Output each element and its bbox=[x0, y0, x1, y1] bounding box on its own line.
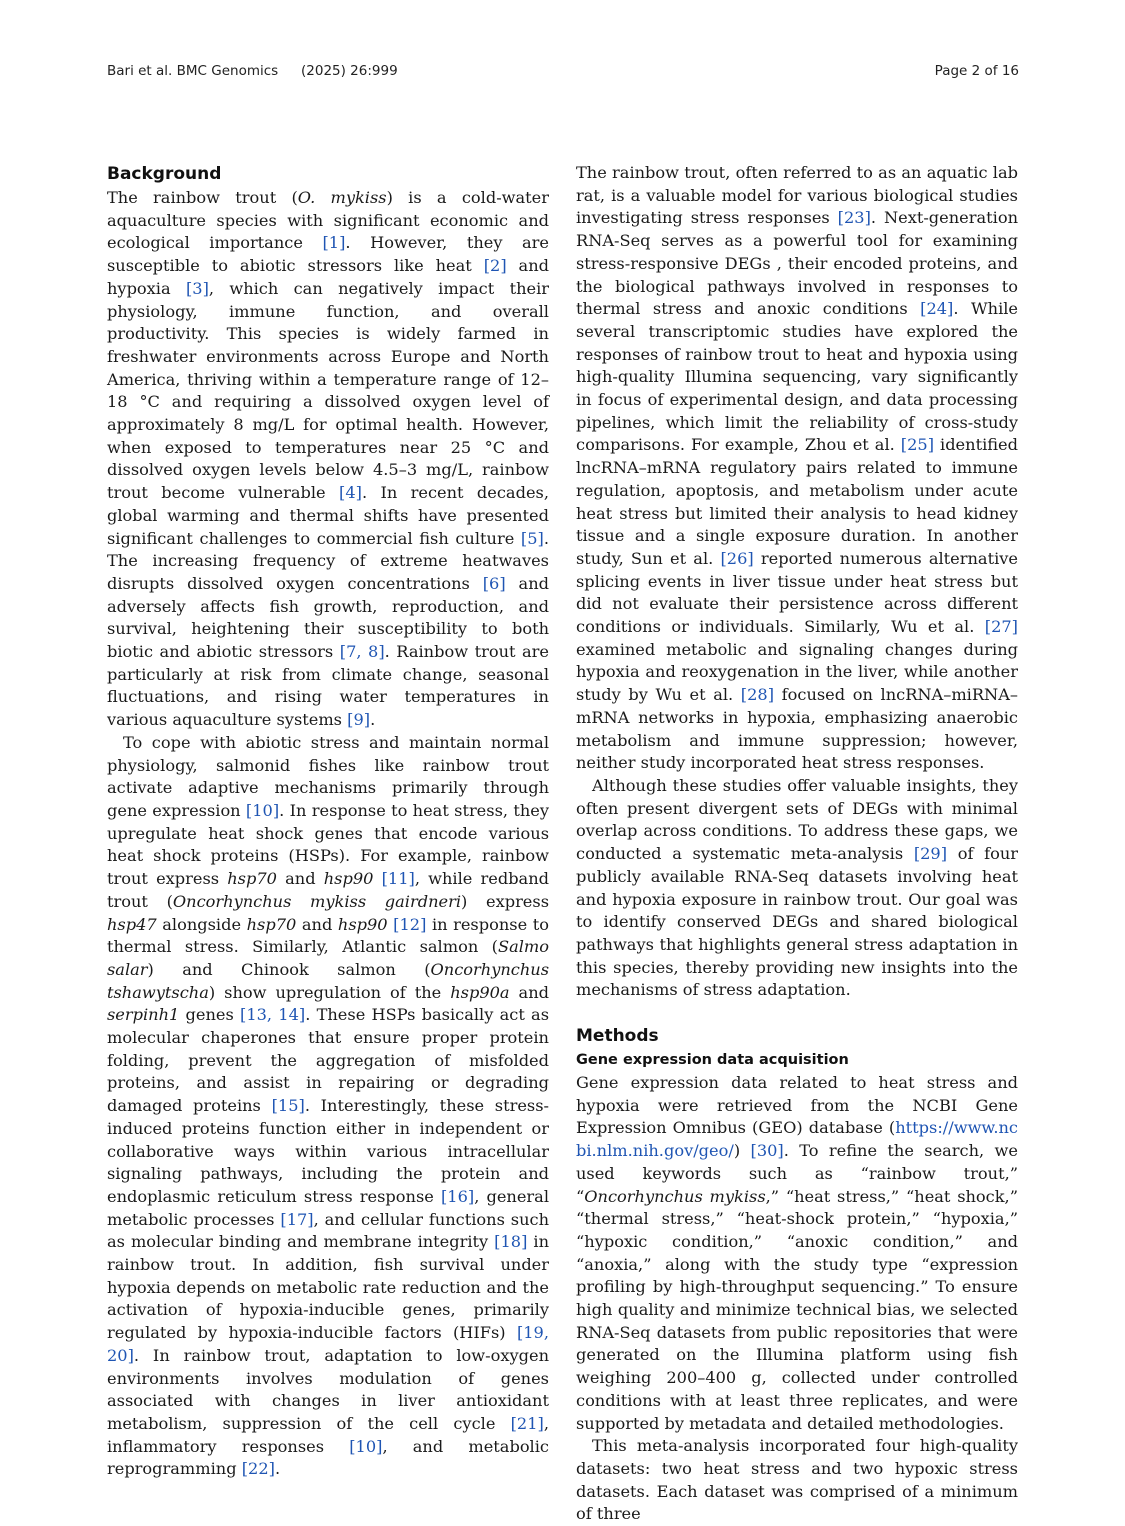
citation-link[interactable]: [29] bbox=[913, 844, 948, 864]
citation-link[interactable]: [18] bbox=[494, 1232, 528, 1252]
citation-link[interactable]: [3] bbox=[185, 278, 209, 298]
text-run: ) show upregulation of the bbox=[208, 982, 451, 1002]
italic-term: hsp90 bbox=[337, 914, 388, 934]
background-heading: Background bbox=[107, 164, 222, 184]
text-run: , inflammatory responses bbox=[107, 1413, 549, 1456]
methods-paragraph-1 bbox=[576, 1072, 1018, 1435]
text-run: , which can negatively impact their physiology, immune function, and overall productivity. This species is widely farmed in freshwater environments across Europe and North America, thriving within a temperature range of 12–18 °C and requiring a dissolved oxygen level of approximately 8 mg/L for optimal health. However, when exposed to temperatures near 25 °C and dissolved oxygen levels below 4.5–3 mg/L, rainbow trout become vulnerable bbox=[107, 278, 549, 503]
italic-term: Oncorhynchus mykiss gairdneri bbox=[172, 891, 462, 911]
text-run: and bbox=[276, 869, 324, 889]
text-run bbox=[373, 869, 381, 888]
citation-link[interactable]: [23] bbox=[837, 208, 871, 228]
text-run: . The increasing frequency of extreme heatwaves disrupts dissolved oxygen concentrations bbox=[107, 528, 549, 593]
citation-link[interactable]: [5] bbox=[520, 528, 544, 548]
text-run: reported numerous alternative splicing events in liver tissue under heat stress but did not evaluate their persistence across different conditions or individuals. Similarly, Wu et al. bbox=[576, 548, 1018, 637]
background-paragraph-4 bbox=[576, 775, 1018, 1002]
text-run: , and metabolic reprogramming bbox=[107, 1436, 549, 1479]
text-run: and hypoxia bbox=[107, 256, 549, 298]
methods-heading: Methods bbox=[576, 1026, 659, 1047]
italic-term: hsp70 bbox=[227, 869, 277, 889]
text-run: . To refine the search, we used keywords such as “rainbow trout,” “ bbox=[576, 1141, 1018, 1206]
citation-link[interactable]: [15] bbox=[271, 1096, 305, 1116]
text-run: The rainbow trout ( bbox=[107, 188, 298, 207]
running-header bbox=[107, 63, 1019, 83]
italic-term: O. mykiss bbox=[297, 188, 387, 207]
geo-url-link[interactable]: https://www.ncbi.nlm.nih.gov/geo/ bbox=[576, 1118, 1018, 1161]
italic-term: Oncorhynchus tshawytscha bbox=[107, 959, 549, 1002]
text-run: . Interestingly, these stress-induced proteins function either in independent or collaborative ways within various intracellular signaling pathways, including the protein and endoplasmic reticulum stress response bbox=[107, 1096, 549, 1206]
citation-link[interactable]: [28] bbox=[740, 685, 775, 705]
text-run: , while redband trout ( bbox=[107, 869, 549, 911]
text-run: . bbox=[274, 1459, 281, 1479]
italic-term: hsp47 bbox=[107, 914, 157, 934]
text-run: alongside bbox=[156, 914, 247, 934]
text-run: ) bbox=[733, 1141, 751, 1161]
text-run: . In recent decades, global warming and thermal shifts have presented significant challenges to commercial fish culture bbox=[107, 483, 549, 548]
italic-term: serpinh1 bbox=[107, 1005, 180, 1025]
citation-link[interactable]: [24] bbox=[920, 299, 954, 319]
background-paragraph-3-continued bbox=[576, 162, 1018, 775]
citation-link[interactable]: [30] bbox=[750, 1141, 784, 1161]
right-column bbox=[576, 162, 1018, 1526]
text-run: genes bbox=[179, 1005, 241, 1025]
page-number: Page 2 of 16 bbox=[934, 63, 1019, 79]
text-run: and bbox=[509, 982, 549, 1002]
text-run: . Next-generation RNA-Seq serves as a powerful tool for examining stress-responsive DEGs , their encoded proteins, and the biological pathways involved in responses to thermal stress and anoxic conditions bbox=[576, 208, 1018, 319]
text-run: of four publicly available RNA-Seq datasets involving heat and hypoxia exposure in rainbow trout. Our goal was to identify conserved DEGs and shared biological pathways that highlights general stress adaptation in this species, thereby providing new insights into the mechanisms of stress adaptation. bbox=[576, 844, 1018, 1000]
text-run: and bbox=[296, 914, 338, 934]
background-paragraph-1 bbox=[107, 187, 549, 732]
text-run: . In rainbow trout, adaptation to low-oxygen environments involves modulation of genes associated with changes in liver antioxidant metabolism, suppression of the cell cycle bbox=[107, 1345, 549, 1433]
text-run: in response to thermal stress. Similarly, Atlantic salmon ( bbox=[107, 914, 549, 957]
citation-link[interactable]: [12] bbox=[393, 914, 427, 934]
background-paragraph-2 bbox=[107, 732, 549, 1481]
italic-term: Salmo salar bbox=[107, 937, 549, 979]
citation-link[interactable]: [17] bbox=[280, 1209, 314, 1229]
italic-term: hsp90a bbox=[450, 982, 510, 1002]
text-run: . However, they are susceptible to abiotic stressors like heat bbox=[107, 233, 550, 276]
citation-link[interactable]: [6] bbox=[482, 573, 506, 593]
text-run: . bbox=[370, 710, 376, 730]
text-run: in rainbow trout. In addition, fish survival under hypoxia depends on metabolic rate reduction and the activation of hypoxia-inducible genes, primarily regulated by hypoxia-inducible factors (HIFs) bbox=[107, 1232, 549, 1343]
citation-link[interactable]: [19, 20] bbox=[107, 1323, 549, 1365]
citation-link[interactable]: [2] bbox=[483, 256, 507, 276]
text-run: Although these studies offer valuable insights, they often present divergent sets of DEGs with minimal overlap across conditions. To address these gaps, we conducted a systematic meta-analysis bbox=[576, 775, 1018, 864]
text-run: Gene expression data related to heat stress and hypoxia were retrieved from the NCBI Gene Expression Omnibus (GEO) database ( bbox=[576, 1073, 1018, 1138]
citation-link[interactable]: [4] bbox=[339, 483, 362, 503]
text-run: identified lncRNA–mRNA regulatory pairs related to immune regulation, apoptosis, and metabolism under acute heat stress but limited their analysis to head kidney tissue and a single exposure duration. In another study, Sun et al. bbox=[576, 435, 1018, 568]
citation-link[interactable]: [7, 8] bbox=[339, 642, 385, 662]
citation-link[interactable]: [21] bbox=[510, 1413, 544, 1433]
section-spacer bbox=[576, 1002, 1018, 1024]
text-run: , and cellular functions such as molecular binding and membrane integrity bbox=[107, 1209, 549, 1252]
italic-term: hsp70 bbox=[246, 914, 297, 934]
text-run: . These HSPs basically act as molecular chaperones that ensure proper protein folding, prevent the aggregation of misfolded proteins, and assist in repairing or degrading damaged proteins bbox=[107, 1005, 549, 1116]
text-run: This meta-analysis incorporated four high-quality datasets: two heat stress and two hypoxic stress datasets. Each dataset was comprised of a minimum of three bbox=[576, 1436, 1018, 1524]
text-run: ) is a cold-water aquaculture species with significant economic and ecological importance bbox=[107, 188, 549, 253]
text-run: examined metabolic and signaling changes during hypoxia and reoxygenation in the liver, while another study by Wu et al. bbox=[576, 639, 1018, 705]
text-run: ) express bbox=[461, 891, 549, 911]
citation-link[interactable]: [26] bbox=[720, 548, 754, 568]
italic-term: hsp90 bbox=[323, 869, 374, 889]
citation-link[interactable]: [9] bbox=[347, 710, 371, 730]
left-column bbox=[107, 162, 549, 1481]
citation-link[interactable]: [25] bbox=[900, 435, 935, 455]
text-run: focused on lncRNA–miRNA–mRNA networks in hypoxia, emphasizing anaerobic metabolism and immune suppression; however, neither study incorporated heat stress responses. bbox=[576, 685, 1018, 773]
citation-link[interactable]: [10] bbox=[349, 1436, 383, 1456]
citation-link[interactable]: [22] bbox=[241, 1459, 275, 1479]
citation-link[interactable]: [11] bbox=[381, 869, 415, 889]
methods-paragraph-2 bbox=[576, 1435, 1018, 1526]
running-header-authors: Bari et al. BMC Genomics bbox=[107, 63, 279, 79]
text-run: . While several transcriptomic studies have explored the responses of rainbow trout to heat and hypoxia using high-quality Illumina sequencing, vary significantly in focus of experimental design, and data processing pipelines, which limit the reliability of cross-study comparisons. For example, Zhou et al. bbox=[576, 299, 1018, 455]
citation-link[interactable]: [1] bbox=[322, 233, 346, 253]
methods-subheading: Gene expression data acquisition bbox=[576, 1052, 849, 1069]
text-run: . In response to heat stress, they upregulate heat shock genes that encode various heat shock proteins (HSPs). For example, rainbow trout express bbox=[107, 800, 549, 889]
text-run: ,” “heat stress,” “heat shock,” “thermal stress,” “heat-shock protein,” “hypoxia,” “hypoxic condition,” “anoxic condition,” and “anoxia,” along with the study type “expression profiling by high-throughput sequencing.” To ensure high quality and minimize technical bias, we selected RNA-Seq datasets from public repositories that were generated on the Illumina platform using fish weighing 200–400 g, collected under controlled conditions with at least three replicates, and were supported by metadata and detailed methodologies. bbox=[576, 1186, 1018, 1433]
italic-term: Oncorhynchus mykiss bbox=[584, 1186, 766, 1206]
text-run: , general metabolic processes bbox=[107, 1186, 549, 1229]
text-run: . Rainbow trout are particularly at risk from climate change, seasonal fluctuations, and rising water temperatures in various aquaculture systems bbox=[107, 642, 549, 730]
citation-link[interactable]: [13, 14] bbox=[240, 1005, 306, 1025]
citation-link[interactable]: [16] bbox=[440, 1186, 475, 1206]
text-run: and adversely affects fish growth, reproduction, and survival, heightening their susceptibility to both biotic and abiotic stressors bbox=[107, 573, 549, 662]
text-run: ) and Chinook salmon ( bbox=[147, 959, 431, 979]
text-run: The rainbow trout, often referred to as an aquatic lab rat, is a valuable model for various biological studies investigating stress responses bbox=[576, 163, 1018, 228]
running-header-citation: (2025) 26:999 bbox=[301, 63, 398, 79]
text-run: To cope with abiotic stress and maintain normal physiology, salmonid fishes like rainbow trout activate adaptive mechanisms primarily through gene expression bbox=[107, 732, 549, 820]
citation-link[interactable]: [10] bbox=[245, 800, 280, 820]
citation-link[interactable]: [27] bbox=[984, 617, 1018, 637]
